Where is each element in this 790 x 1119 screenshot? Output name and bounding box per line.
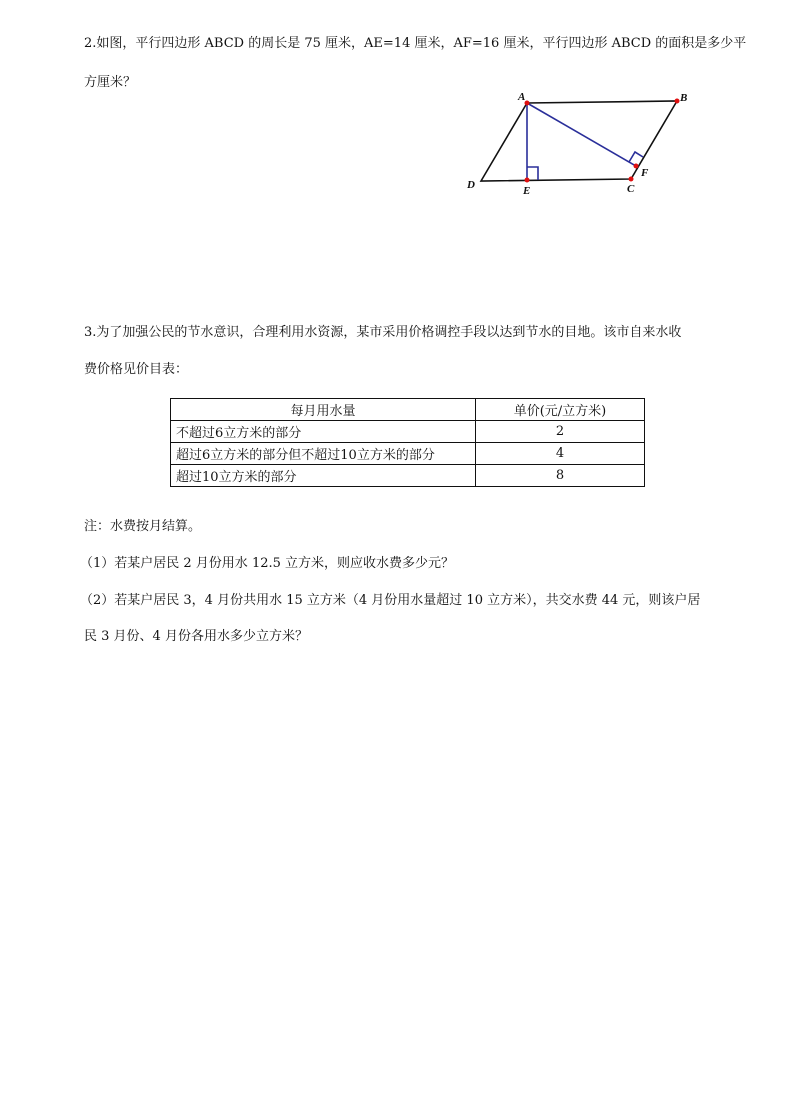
label-f: F <box>641 167 649 179</box>
table-header-row: 每月用水量 单价(元/立方米) <box>171 399 645 421</box>
right-angle-e <box>527 167 538 180</box>
q3-note: 注：水费按月结算。 <box>84 519 202 534</box>
right-angle-f <box>629 152 643 162</box>
water-price-table <box>170 398 645 487</box>
label-b: B <box>680 92 688 104</box>
q3-text-line2: 费价格见价目表： <box>84 362 189 377</box>
label-e: E <box>523 185 531 197</box>
table-row: 不超过6立方米的部分 2 <box>171 421 645 443</box>
label-a: A <box>518 91 526 103</box>
q2-text-line2: 方厘米？ <box>84 75 137 90</box>
q3-sub2-line2: 民 3 月份、4 月份各用水多少立方米？ <box>84 629 308 644</box>
q3-text-line1: 3.为了加强公民的节水意识，合理利用水资源，某市采用价格调控手段以达到节水的目地。该市自来水收 <box>84 325 682 340</box>
label-d: D <box>467 179 475 191</box>
q3-sub2-line1: （2）若某户居民 3，4 月份共用水 15 立方米（4 月份用水量超过 10 立方米），共交水费 44 元，则该户居 <box>80 593 701 608</box>
altitude-af <box>527 103 636 166</box>
table-row: 超过6立方米的部分但不超过10立方米的部分 4 <box>171 443 645 465</box>
q2-text-line1: 2.如图，平行四边形 ABCD 的周长是 75 厘米，AE=14 厘米，AF=16 厘米，平行四边形 ABCD 的面积是多少平 <box>84 36 747 51</box>
parallelogram-figure <box>450 85 700 200</box>
table-row: 超过10立方米的部分 8 <box>171 465 645 487</box>
q3-sub1: （1）若某户居民 2 月份用水 12.5 立方米，则应收水费多少元？ <box>80 556 455 571</box>
label-c: C <box>627 183 635 195</box>
